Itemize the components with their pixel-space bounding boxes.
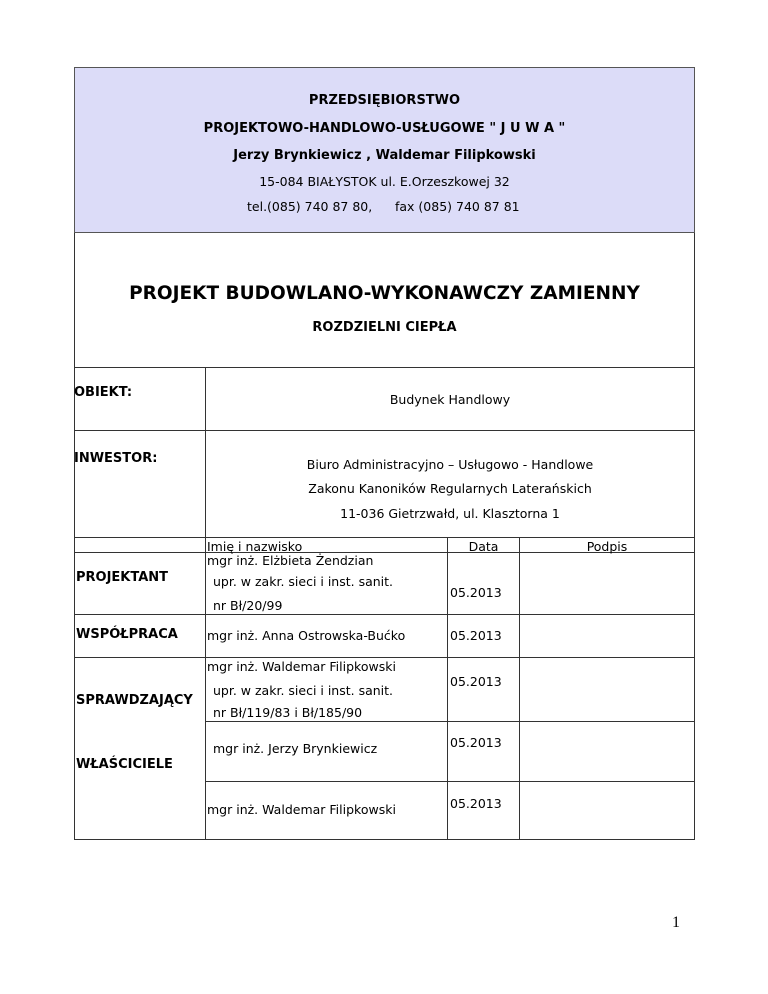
projektant-date: 05.2013 bbox=[450, 585, 502, 600]
projektant-permission-number: nr Bł/20/99 bbox=[213, 598, 283, 613]
investor-line1: Biuro Administracyjno – Usługowo - Handlowe bbox=[306, 457, 594, 472]
object-value: Budynek Handlowy bbox=[389, 392, 511, 407]
column-header-sign: Podpis bbox=[586, 539, 628, 554]
wspolpraca-label: WSPÓŁPRACA bbox=[76, 627, 178, 642]
table-right-border bbox=[694, 367, 695, 840]
wlasciciele-date-2: 05.2013 bbox=[450, 796, 502, 811]
projektant-permission: upr. w zakr. sieci i inst. sanit. bbox=[213, 574, 394, 589]
investor-line2: Zakonu Kanoników Regularnych Laterańskich bbox=[308, 481, 592, 496]
investor-label: INWESTOR: bbox=[74, 451, 158, 466]
company-name-line1: PRZEDSIĘBIORSTWO bbox=[308, 93, 461, 108]
row-line-investor bbox=[74, 537, 695, 538]
row-line-wspolpraca bbox=[74, 657, 695, 658]
wspolpraca-name: mgr inż. Anna Ostrowska-Bućko bbox=[207, 628, 406, 643]
table-left-border bbox=[74, 367, 75, 840]
project-subtitle: ROZDZIELNI CIEPŁA bbox=[312, 320, 457, 335]
date-column-divider bbox=[447, 537, 448, 840]
company-phone: tel.(085) 740 87 80, bbox=[247, 199, 373, 214]
company-fax: fax (085) 740 87 81 bbox=[395, 199, 520, 214]
sprawdzajacy-permission: upr. w zakr. sieci i inst. sanit. bbox=[213, 683, 394, 698]
sign-column-divider bbox=[519, 537, 520, 840]
investor-line3: 11-036 Gietrzwałd, ul. Klasztorna 1 bbox=[340, 506, 560, 521]
sprawdzajacy-date: 05.2013 bbox=[450, 674, 502, 689]
table-bottom-line bbox=[74, 839, 695, 840]
wlasciciele-name-1: mgr inż. Jerzy Brynkiewicz bbox=[213, 741, 378, 756]
row-line-projektant bbox=[74, 614, 695, 615]
company-owners: Jerzy Brynkiewicz , Waldemar Filipkowski bbox=[233, 148, 536, 163]
row-line-wlasciciele bbox=[205, 781, 695, 782]
projektant-label: PROJEKTANT bbox=[76, 570, 169, 585]
wlasciciele-date-1: 05.2013 bbox=[450, 735, 502, 750]
row-line-object bbox=[74, 430, 695, 431]
wlasciciele-name-2: mgr inż. Waldemar Filipkowski bbox=[207, 802, 396, 817]
column-header-name: Imię i nazwisko bbox=[207, 539, 303, 554]
object-label: OBIEKT: bbox=[74, 385, 133, 400]
company-name-line2: PROJEKTOWO-HANDLOWO-USŁUGOWE " J U W A " bbox=[203, 121, 566, 136]
column-header-date: Data bbox=[468, 539, 499, 554]
sprawdzajacy-label: SPRAWDZAJĄCY bbox=[76, 693, 193, 708]
wlasciciele-label: WŁAŚCICIELE bbox=[76, 757, 173, 772]
projektant-name: mgr inż. Elżbieta Żendzian bbox=[207, 553, 374, 568]
row-line-sprawdzajacy bbox=[205, 721, 695, 722]
page-number: 1 bbox=[672, 914, 680, 931]
sprawdzajacy-permission-number: nr Bł/119/83 i Bł/185/90 bbox=[213, 705, 363, 720]
table-top-line bbox=[74, 367, 695, 368]
wspolpraca-date: 05.2013 bbox=[450, 628, 502, 643]
company-address: 15-084 BIAŁYSTOK ul. E.Orzeszkowej 32 bbox=[259, 174, 510, 189]
project-title: PROJEKT BUDOWLANO-WYKONAWCZY ZAMIENNY bbox=[129, 283, 640, 304]
label-column-divider bbox=[205, 367, 206, 840]
sprawdzajacy-name: mgr inż. Waldemar Filipkowski bbox=[207, 659, 396, 674]
